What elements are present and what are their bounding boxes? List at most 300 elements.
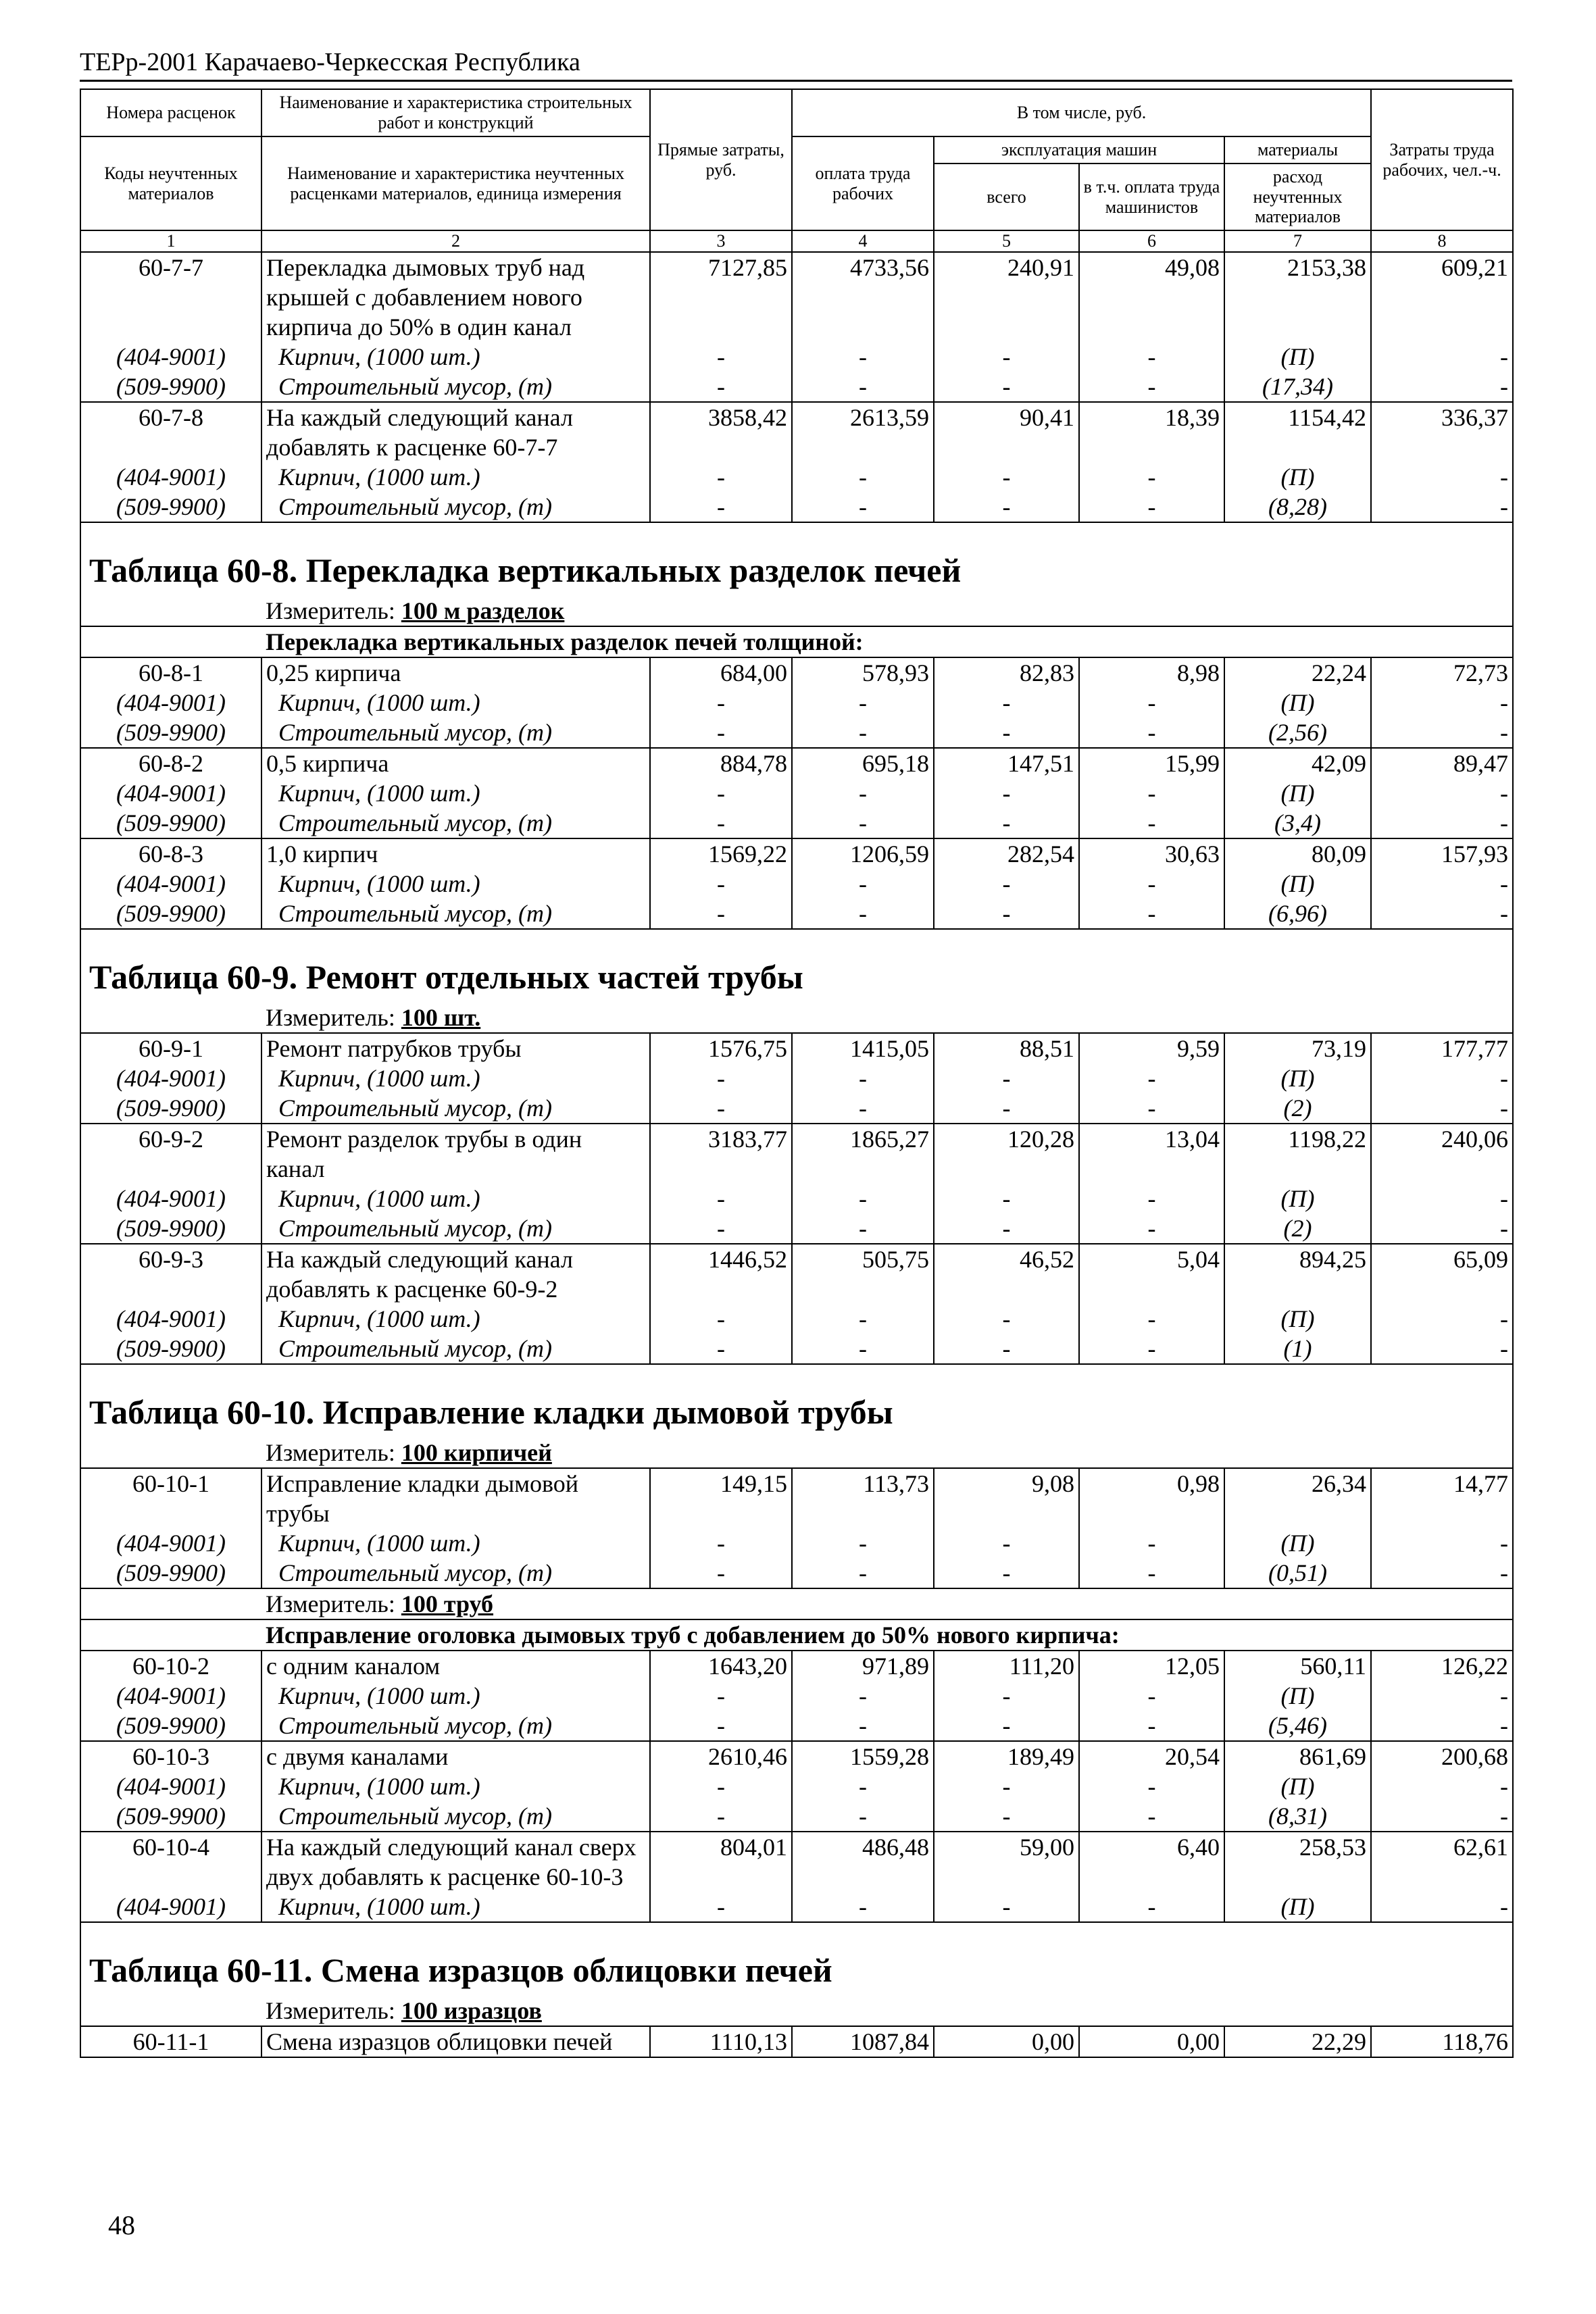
rate-row bbox=[80, 252, 1513, 342]
rate-row bbox=[80, 1468, 1513, 1528]
material-value: - bbox=[934, 1093, 1079, 1124]
material-value: - bbox=[650, 1063, 792, 1093]
material-row bbox=[80, 1093, 1513, 1124]
rate-row bbox=[80, 748, 1513, 778]
material-value: - bbox=[650, 462, 792, 492]
measure-label: Измеритель: bbox=[266, 597, 395, 625]
measure-cell bbox=[261, 1438, 1513, 1468]
material-value: - bbox=[650, 1184, 792, 1213]
material-value: - bbox=[1371, 1711, 1513, 1741]
rates-table bbox=[80, 89, 1514, 2058]
material-value: - bbox=[1079, 1801, 1224, 1832]
material-value: - bbox=[792, 718, 934, 748]
material-value: - bbox=[650, 1213, 792, 1244]
material-name: Строительный мусор, (т) bbox=[261, 1558, 650, 1588]
material-value: (П) bbox=[1224, 342, 1371, 372]
material-row bbox=[80, 1711, 1513, 1741]
material-value: - bbox=[934, 808, 1079, 838]
rate-value: 578,93 bbox=[792, 657, 934, 688]
material-value: - bbox=[792, 1184, 934, 1213]
col-incl-header: В том числе, руб. bbox=[792, 89, 1371, 136]
rate-value: 2153,38 bbox=[1224, 252, 1371, 342]
material-value: - bbox=[792, 342, 934, 372]
col-num: 3 bbox=[650, 230, 792, 252]
table-title-cell bbox=[80, 1922, 1513, 1996]
material-value: (1) bbox=[1224, 1334, 1371, 1364]
measure-cell bbox=[261, 596, 1513, 626]
material-name: Кирпич, (1000 шт.) bbox=[261, 1771, 650, 1801]
rate-value: 684,00 bbox=[650, 657, 792, 688]
rate-code: 60-8-3 bbox=[80, 838, 261, 869]
material-name: Строительный мусор, (т) bbox=[261, 1093, 650, 1124]
material-name: Кирпич, (1000 шт.) bbox=[261, 342, 650, 372]
rate-value: 72,73 bbox=[1371, 657, 1513, 688]
material-code: (404-9001) bbox=[80, 1184, 261, 1213]
table-title: Таблица 60-8. Перекладка вертикальных разделок печей bbox=[89, 551, 962, 590]
material-value: - bbox=[934, 372, 1079, 402]
material-value: - bbox=[792, 1681, 934, 1711]
material-value: - bbox=[1371, 1681, 1513, 1711]
page-number: 48 bbox=[108, 2210, 135, 2240]
material-value: - bbox=[792, 1063, 934, 1093]
material-value: - bbox=[1371, 1558, 1513, 1588]
rate-row bbox=[80, 1832, 1513, 1892]
rate-value: 120,28 bbox=[934, 1124, 1079, 1184]
rate-value: 157,93 bbox=[1371, 838, 1513, 869]
material-value: (П) bbox=[1224, 1771, 1371, 1801]
material-value: (3,4) bbox=[1224, 808, 1371, 838]
material-value: - bbox=[1371, 342, 1513, 372]
measure-spacer bbox=[80, 1003, 261, 1033]
material-value: - bbox=[1079, 1681, 1224, 1711]
material-row bbox=[80, 718, 1513, 748]
material-value: - bbox=[650, 778, 792, 808]
material-value: (17,34) bbox=[1224, 372, 1371, 402]
material-value: - bbox=[934, 1213, 1079, 1244]
measure-value: 100 труб bbox=[401, 1590, 494, 1618]
material-value: - bbox=[934, 342, 1079, 372]
col-labor-header: Затраты труда рабочих, чел.-ч. bbox=[1371, 89, 1513, 230]
rate-code: 60-9-2 bbox=[80, 1124, 261, 1184]
material-value: (П) bbox=[1224, 1528, 1371, 1558]
material-value: - bbox=[792, 1771, 934, 1801]
material-value: - bbox=[1079, 899, 1224, 929]
col-machines-header: эксплуатация машин bbox=[934, 136, 1224, 164]
rate-row bbox=[80, 2026, 1513, 2057]
rate-value: 49,08 bbox=[1079, 252, 1224, 342]
rate-value: 118,76 bbox=[1371, 2026, 1513, 2057]
material-value: - bbox=[934, 1771, 1079, 1801]
material-value: - bbox=[1371, 1801, 1513, 1832]
material-value: - bbox=[1079, 1528, 1224, 1558]
material-value: - bbox=[650, 899, 792, 929]
material-row bbox=[80, 1771, 1513, 1801]
rate-code: 60-9-3 bbox=[80, 1244, 261, 1304]
material-row bbox=[80, 778, 1513, 808]
material-value: - bbox=[1371, 688, 1513, 718]
subheading-row bbox=[80, 1619, 1513, 1651]
rate-value: 73,19 bbox=[1224, 1033, 1371, 1063]
rate-code: 60-10-2 bbox=[80, 1651, 261, 1681]
rate-value: 22,29 bbox=[1224, 2026, 1371, 2057]
rate-value: 560,11 bbox=[1224, 1651, 1371, 1681]
material-row bbox=[80, 372, 1513, 402]
rate-code: 60-8-2 bbox=[80, 748, 261, 778]
material-code: (404-9001) bbox=[80, 1063, 261, 1093]
rate-value: 894,25 bbox=[1224, 1244, 1371, 1304]
material-name: Кирпич, (1000 шт.) bbox=[261, 1681, 650, 1711]
subheading: Перекладка вертикальных разделок печей толщиной: bbox=[261, 626, 1513, 657]
rate-value: 1198,22 bbox=[1224, 1124, 1371, 1184]
material-name: Строительный мусор, (т) bbox=[261, 718, 650, 748]
table-title-cell bbox=[80, 929, 1513, 1003]
material-value: - bbox=[934, 462, 1079, 492]
material-value: - bbox=[650, 1304, 792, 1334]
page-header: ТЕРр-2001 Карачаево-Черкесская Республика bbox=[80, 47, 1512, 82]
material-value: - bbox=[650, 1711, 792, 1741]
material-row bbox=[80, 1892, 1513, 1922]
material-value: - bbox=[650, 342, 792, 372]
material-name: Строительный мусор, (т) bbox=[261, 492, 650, 522]
material-value: - bbox=[1079, 492, 1224, 522]
rate-name: Ремонт разделок трубы в один канал bbox=[261, 1124, 650, 1184]
rate-value: 6,40 bbox=[1079, 1832, 1224, 1892]
material-name: Кирпич, (1000 шт.) bbox=[261, 778, 650, 808]
rate-value: 59,00 bbox=[934, 1832, 1079, 1892]
material-value: (П) bbox=[1224, 778, 1371, 808]
rate-value: 2610,46 bbox=[650, 1741, 792, 1771]
material-name: Кирпич, (1000 шт.) bbox=[261, 1528, 650, 1558]
material-value: - bbox=[1371, 1334, 1513, 1364]
material-value: - bbox=[934, 718, 1079, 748]
rate-value: 200,68 bbox=[1371, 1741, 1513, 1771]
measure-row bbox=[80, 1003, 1513, 1033]
measure-label: Измеритель: bbox=[266, 1590, 395, 1618]
rate-value: 1446,52 bbox=[650, 1244, 792, 1304]
col-total-header: всего bbox=[934, 164, 1079, 231]
rate-value: 89,47 bbox=[1371, 748, 1513, 778]
material-value: - bbox=[1079, 688, 1224, 718]
rate-value: 46,52 bbox=[934, 1244, 1079, 1304]
rate-row bbox=[80, 1244, 1513, 1304]
measure-label: Измеритель: bbox=[266, 1439, 395, 1467]
rate-value: 7127,85 bbox=[650, 252, 792, 342]
rate-value: 240,91 bbox=[934, 252, 1079, 342]
material-value: - bbox=[934, 1892, 1079, 1922]
rate-value: 149,15 bbox=[650, 1468, 792, 1528]
rate-value: 14,77 bbox=[1371, 1468, 1513, 1528]
material-value: - bbox=[1079, 1558, 1224, 1588]
material-value: - bbox=[792, 1528, 934, 1558]
material-value: (2,56) bbox=[1224, 718, 1371, 748]
table-title: Таблица 60-11. Смена изразцов облицовки печей bbox=[89, 1951, 832, 1990]
rate-value: 65,09 bbox=[1371, 1244, 1513, 1304]
material-value: - bbox=[792, 899, 934, 929]
material-row bbox=[80, 462, 1513, 492]
material-value: - bbox=[650, 718, 792, 748]
rate-value: 336,37 bbox=[1371, 402, 1513, 462]
material-name: Строительный мусор, (т) bbox=[261, 1213, 650, 1244]
rate-value: 1087,84 bbox=[792, 2026, 934, 2057]
material-code: (404-9001) bbox=[80, 342, 261, 372]
rate-value: 9,59 bbox=[1079, 1033, 1224, 1063]
rate-value: 42,09 bbox=[1224, 748, 1371, 778]
rate-code: 60-10-3 bbox=[80, 1741, 261, 1771]
rate-value: 126,22 bbox=[1371, 1651, 1513, 1681]
rate-code: 60-7-8 bbox=[80, 402, 261, 462]
rate-name: На каждый следующий канал сверх двух добавлять к расценке 60-10-3 bbox=[261, 1832, 650, 1892]
rate-value: 1865,27 bbox=[792, 1124, 934, 1184]
material-value: - bbox=[792, 492, 934, 522]
material-name: Кирпич, (1000 шт.) bbox=[261, 1304, 650, 1334]
col-num: 2 bbox=[261, 230, 650, 252]
rate-value: 113,73 bbox=[792, 1468, 934, 1528]
material-value: - bbox=[934, 1528, 1079, 1558]
subheading: Исправление оголовка дымовых труб с добавлением до 50% нового кирпича: bbox=[261, 1619, 1513, 1651]
material-code: (509-9900) bbox=[80, 899, 261, 929]
rate-value: 26,34 bbox=[1224, 1468, 1371, 1528]
col-matusage-header: расход неучтенных материалов bbox=[1224, 164, 1371, 231]
material-value: - bbox=[1371, 1093, 1513, 1124]
measure-value: 100 м разделок bbox=[401, 597, 565, 625]
material-value: - bbox=[934, 1184, 1079, 1213]
material-code: (509-9900) bbox=[80, 372, 261, 402]
rate-value: 695,18 bbox=[792, 748, 934, 778]
material-row bbox=[80, 1184, 1513, 1213]
rate-value: 22,24 bbox=[1224, 657, 1371, 688]
material-value: - bbox=[934, 1304, 1079, 1334]
material-value: (8,31) bbox=[1224, 1801, 1371, 1832]
material-name: Строительный мусор, (т) bbox=[261, 1801, 650, 1832]
document-page bbox=[80, 47, 1512, 2058]
measure-row bbox=[80, 1438, 1513, 1468]
rate-value: 8,98 bbox=[1079, 657, 1224, 688]
material-code: (404-9001) bbox=[80, 1304, 261, 1334]
material-value: - bbox=[792, 808, 934, 838]
rate-value: 147,51 bbox=[934, 748, 1079, 778]
rate-value: 18,39 bbox=[1079, 402, 1224, 462]
material-value: - bbox=[792, 1711, 934, 1741]
measure-value: 100 шт. bbox=[401, 1004, 481, 1032]
rate-value: 1559,28 bbox=[792, 1741, 934, 1771]
material-value: - bbox=[1371, 1213, 1513, 1244]
rate-value: 5,04 bbox=[1079, 1244, 1224, 1304]
material-name: Кирпич, (1000 шт.) bbox=[261, 869, 650, 899]
table-title-row bbox=[80, 1922, 1513, 1996]
material-value: (2) bbox=[1224, 1213, 1371, 1244]
col-code-header: Номера расценок bbox=[80, 89, 261, 136]
material-row bbox=[80, 688, 1513, 718]
material-value: - bbox=[934, 1711, 1079, 1741]
material-value: - bbox=[934, 869, 1079, 899]
material-code: (509-9900) bbox=[80, 1801, 261, 1832]
material-value: - bbox=[1371, 1304, 1513, 1334]
material-code: (509-9900) bbox=[80, 1334, 261, 1364]
material-value: - bbox=[1079, 1063, 1224, 1093]
rate-value: 4733,56 bbox=[792, 252, 934, 342]
rate-row bbox=[80, 1651, 1513, 1681]
rate-name: 0,25 кирпича bbox=[261, 657, 650, 688]
col-materials-header: материалы bbox=[1224, 136, 1371, 164]
material-value: - bbox=[1079, 462, 1224, 492]
material-value: - bbox=[1371, 1528, 1513, 1558]
rate-value: 804,01 bbox=[650, 1832, 792, 1892]
material-value: (5,46) bbox=[1224, 1711, 1371, 1741]
rate-value: 3858,42 bbox=[650, 402, 792, 462]
rate-value: 111,20 bbox=[934, 1651, 1079, 1681]
rate-code: 60-7-7 bbox=[80, 252, 261, 342]
col-num: 5 bbox=[934, 230, 1079, 252]
material-name: Кирпич, (1000 шт.) bbox=[261, 1892, 650, 1922]
rate-row bbox=[80, 1124, 1513, 1184]
measure-cell bbox=[261, 1588, 1513, 1619]
table-title: Таблица 60-10. Исправление кладки дымовой трубы bbox=[89, 1393, 893, 1432]
material-value: - bbox=[650, 688, 792, 718]
material-name: Кирпич, (1000 шт.) bbox=[261, 688, 650, 718]
material-row bbox=[80, 808, 1513, 838]
rate-value: 20,54 bbox=[1079, 1741, 1224, 1771]
rate-value: 9,08 bbox=[934, 1468, 1079, 1528]
rate-value: 1643,20 bbox=[650, 1651, 792, 1681]
col-num: 8 bbox=[1371, 230, 1513, 252]
material-value: - bbox=[1079, 1184, 1224, 1213]
material-row bbox=[80, 899, 1513, 929]
rate-value: 90,41 bbox=[934, 402, 1079, 462]
material-value: (8,28) bbox=[1224, 492, 1371, 522]
material-row bbox=[80, 342, 1513, 372]
material-value: - bbox=[792, 1892, 934, 1922]
material-name: Кирпич, (1000 шт.) bbox=[261, 462, 650, 492]
rate-name: Ремонт патрубков трубы bbox=[261, 1033, 650, 1063]
material-value: - bbox=[1371, 778, 1513, 808]
material-value: (П) bbox=[1224, 1063, 1371, 1093]
rate-value: 884,78 bbox=[650, 748, 792, 778]
material-value: - bbox=[934, 1334, 1079, 1364]
rate-value: 1415,05 bbox=[792, 1033, 934, 1063]
material-code: (509-9900) bbox=[80, 1558, 261, 1588]
material-value: - bbox=[792, 1558, 934, 1588]
rate-value: 62,61 bbox=[1371, 1832, 1513, 1892]
material-code: (404-9001) bbox=[80, 1892, 261, 1922]
rate-name: Смена изразцов облицовки печей bbox=[261, 2026, 650, 2057]
material-row bbox=[80, 1304, 1513, 1334]
material-name: Строительный мусор, (т) bbox=[261, 372, 650, 402]
material-name: Кирпич, (1000 шт.) bbox=[261, 1063, 650, 1093]
material-value: - bbox=[650, 1771, 792, 1801]
rate-value: 3183,77 bbox=[650, 1124, 792, 1184]
rate-value: 1576,75 bbox=[650, 1033, 792, 1063]
material-value: - bbox=[650, 1801, 792, 1832]
material-value: - bbox=[792, 778, 934, 808]
rate-code: 60-10-1 bbox=[80, 1468, 261, 1528]
rate-value: 13,04 bbox=[1079, 1124, 1224, 1184]
material-value: - bbox=[650, 1558, 792, 1588]
rate-value: 486,48 bbox=[792, 1832, 934, 1892]
material-value: (П) bbox=[1224, 688, 1371, 718]
measure-spacer bbox=[80, 1438, 261, 1468]
rate-value: 1154,42 bbox=[1224, 402, 1371, 462]
material-value: - bbox=[1079, 718, 1224, 748]
table-body bbox=[80, 252, 1513, 2057]
rate-value: 240,06 bbox=[1371, 1124, 1513, 1184]
material-name: Строительный мусор, (т) bbox=[261, 808, 650, 838]
rate-value: 15,99 bbox=[1079, 748, 1224, 778]
rate-value: 177,77 bbox=[1371, 1033, 1513, 1063]
rate-row bbox=[80, 838, 1513, 869]
material-value: - bbox=[1371, 1771, 1513, 1801]
rate-value: 505,75 bbox=[792, 1244, 934, 1304]
material-row bbox=[80, 1334, 1513, 1364]
rate-value: 12,05 bbox=[1079, 1651, 1224, 1681]
rate-value: 80,09 bbox=[1224, 838, 1371, 869]
material-code: (404-9001) bbox=[80, 688, 261, 718]
subheading-spacer bbox=[80, 1619, 261, 1651]
col-machinist-header: в т.ч. оплата труда машинистов bbox=[1079, 164, 1224, 231]
material-code: (509-9900) bbox=[80, 492, 261, 522]
material-value: - bbox=[934, 1063, 1079, 1093]
material-value: - bbox=[1079, 372, 1224, 402]
material-value: - bbox=[792, 1334, 934, 1364]
subheading-spacer bbox=[80, 626, 261, 657]
rate-row bbox=[80, 657, 1513, 688]
col-code2-header: Коды неучтенных материалов bbox=[80, 136, 261, 231]
material-value: - bbox=[1079, 1892, 1224, 1922]
material-code: (404-9001) bbox=[80, 1528, 261, 1558]
rate-name: с одним каналом bbox=[261, 1651, 650, 1681]
rate-value: 0,00 bbox=[934, 2026, 1079, 2057]
rate-name: 1,0 кирпич bbox=[261, 838, 650, 869]
material-value: (6,96) bbox=[1224, 899, 1371, 929]
measure-row bbox=[80, 596, 1513, 626]
rate-name: Исправление кладки дымовой трубы bbox=[261, 1468, 650, 1528]
material-value: - bbox=[1079, 869, 1224, 899]
material-value: (П) bbox=[1224, 1184, 1371, 1213]
rate-name: 0,5 кирпича bbox=[261, 748, 650, 778]
material-code: (509-9900) bbox=[80, 1711, 261, 1741]
material-value: (П) bbox=[1224, 462, 1371, 492]
material-value: - bbox=[1079, 1711, 1224, 1741]
material-code: (509-9900) bbox=[80, 808, 261, 838]
material-value: - bbox=[650, 1528, 792, 1558]
rate-value: 30,63 bbox=[1079, 838, 1224, 869]
table-title-row bbox=[80, 929, 1513, 1003]
material-code: (404-9001) bbox=[80, 869, 261, 899]
subheading-row bbox=[80, 626, 1513, 657]
measure-cell bbox=[261, 1996, 1513, 2026]
rate-value: 609,21 bbox=[1371, 252, 1513, 342]
material-row bbox=[80, 492, 1513, 522]
rate-row bbox=[80, 402, 1513, 462]
table-title-cell bbox=[80, 522, 1513, 596]
material-value: - bbox=[1371, 1892, 1513, 1922]
material-value: - bbox=[650, 1093, 792, 1124]
material-code: (509-9900) bbox=[80, 718, 261, 748]
table-title-cell bbox=[80, 1364, 1513, 1438]
material-name: Строительный мусор, (т) bbox=[261, 899, 650, 929]
measure-label: Измеритель: bbox=[266, 1997, 395, 2025]
material-row bbox=[80, 1063, 1513, 1093]
material-row bbox=[80, 1681, 1513, 1711]
rate-code: 60-10-4 bbox=[80, 1832, 261, 1892]
rate-value: 82,83 bbox=[934, 657, 1079, 688]
material-value: - bbox=[650, 1334, 792, 1364]
material-code: (509-9900) bbox=[80, 1093, 261, 1124]
rate-value: 0,98 bbox=[1079, 1468, 1224, 1528]
col-wages-header: оплата труда рабочих bbox=[792, 136, 934, 231]
material-value: - bbox=[934, 778, 1079, 808]
table-title: Таблица 60-9. Ремонт отдельных частей трубы bbox=[89, 958, 803, 997]
material-value: - bbox=[1079, 1304, 1224, 1334]
